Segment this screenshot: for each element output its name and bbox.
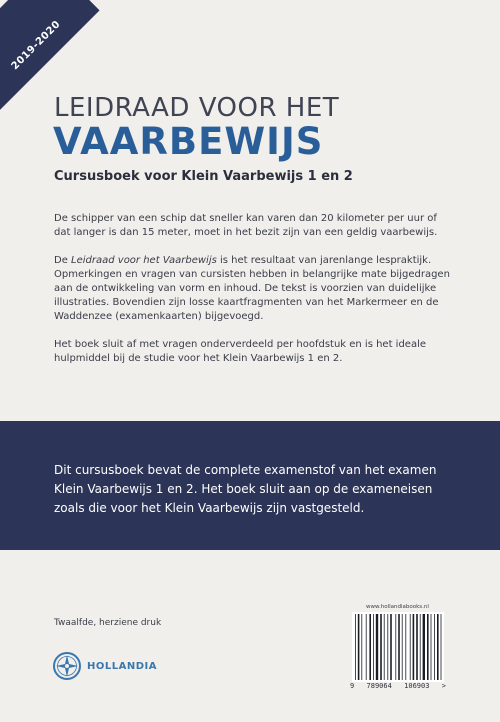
description xyxy=(54,212,450,380)
band-text: Dit cursusboek bevat de complete examenstof van het examen Klein Vaarbewijs 1 en 2. Het boek sluit aan op de exameneisen zoals die voor het Klein Vaarbewijs zijn vastgesteld. xyxy=(54,463,437,515)
edition-note: Twaalfde, herziene druk xyxy=(54,618,162,628)
title-line-2: VAARBEWIJS xyxy=(53,120,324,163)
paragraph-1: De schipper van een schip dat sneller kan varen dan 20 kilometer per uur of dat langer is dan 15 meter, moet in het bezit zijn van een geldig vaarbewijs. xyxy=(54,213,438,238)
publisher-name: HOLLANDIA xyxy=(87,660,157,672)
paragraph-2: De Leidraad voor het Vaarbewijs is het resultaat van jarenlange lespraktijk. Opmerkingen en vragen van cursisten hebben in belangrijke mate bijgedragen aan de ontwikkeling van vorm en inhoud. De tekst is voorzien van duidelijke illustraties. Bovendien zijn losse kaartfragmenten van het Markermeer en de Waddenzee (examenkaarten) bijgevoegd. xyxy=(54,255,450,322)
edition-year: 2019-2020 xyxy=(9,18,63,73)
compass-rose-icon xyxy=(52,651,82,681)
title-line-1: LEIDRAAD VOOR HET xyxy=(54,93,340,123)
paragraph-3: Het boek sluit af met vragen onderverdeeld per hoofdstuk en is het ideale hulpmiddel bij de studie voor het Klein Vaarbewijs 1 en 2. xyxy=(54,339,427,364)
isbn-digits: 9 789064 106903 > xyxy=(350,682,446,690)
isbn-barcode xyxy=(352,612,444,682)
publisher-logo xyxy=(52,651,157,681)
publisher-url: www.hollandiabooks.nl xyxy=(366,604,429,610)
subtitle: Cursusboek voor Klein Vaarbewijs 1 en 2 xyxy=(54,169,353,184)
book-title-italic: Leidraad voor het Vaarbewijs xyxy=(71,255,217,266)
